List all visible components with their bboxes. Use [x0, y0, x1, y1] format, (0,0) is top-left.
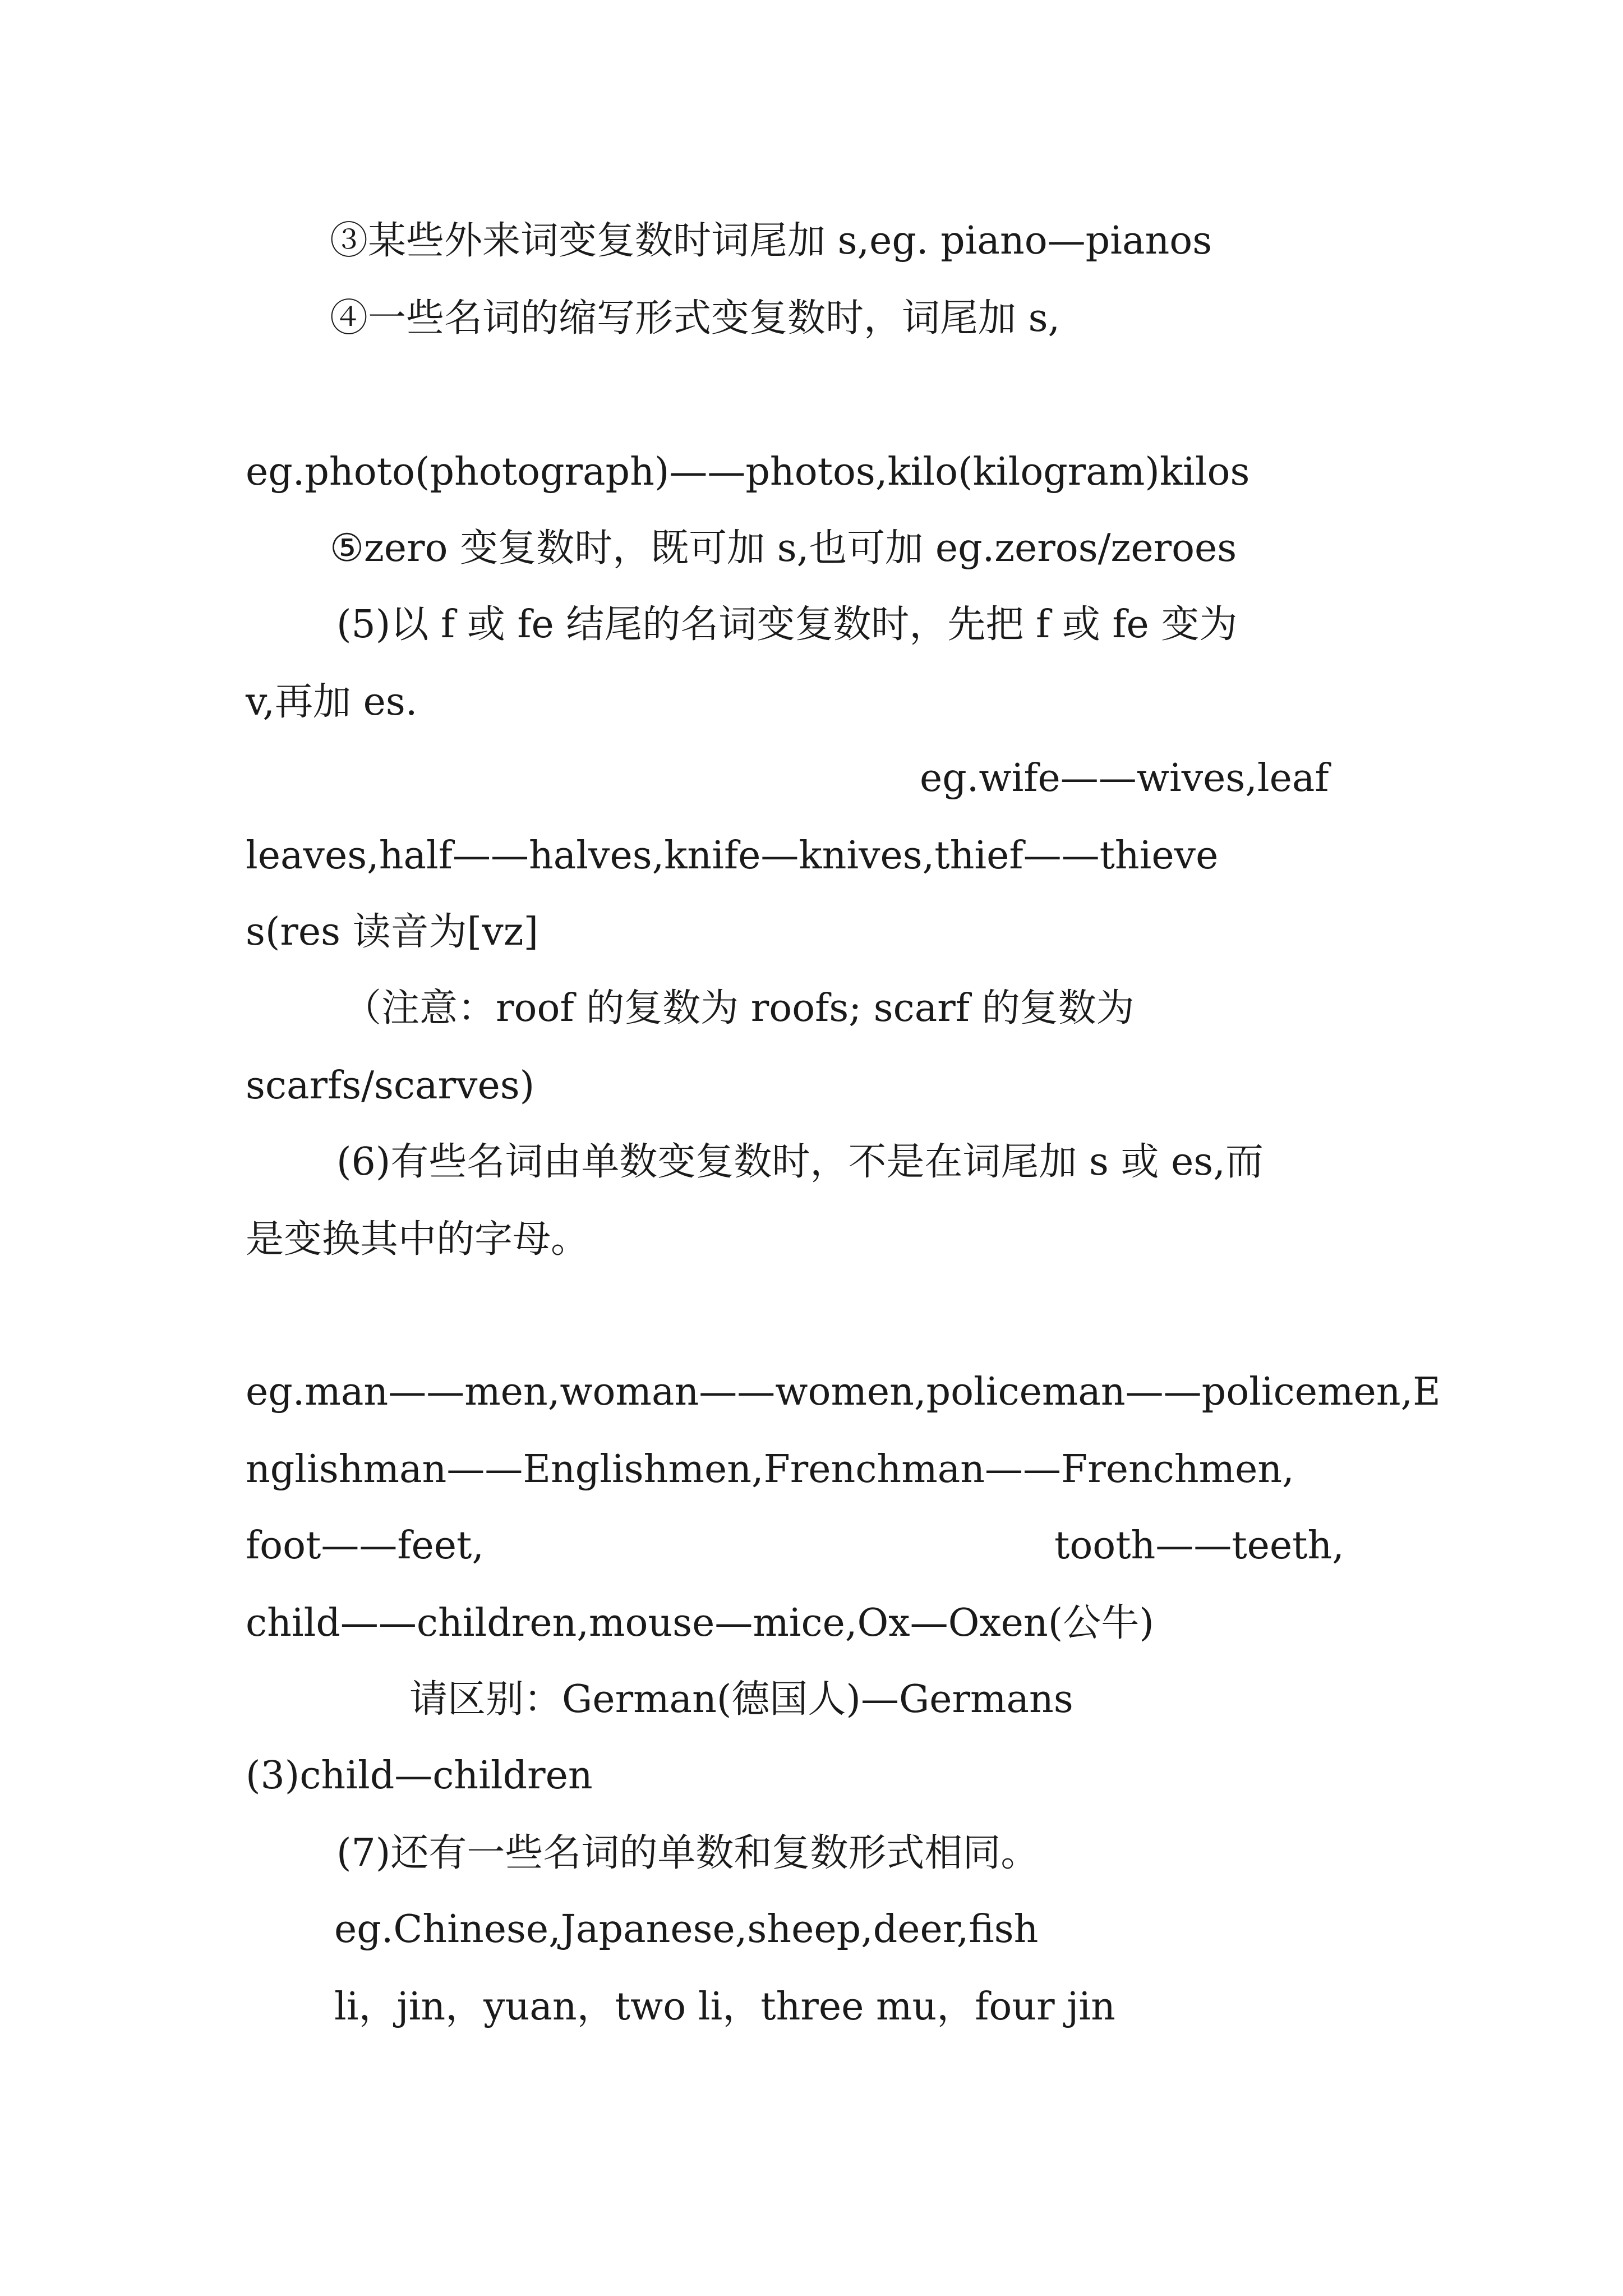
text-line: 是变换其中的字母。	[246, 1217, 589, 1262]
text-line: scarfs/scarves)	[246, 1064, 535, 1108]
text-line: v,再加 es.	[246, 680, 418, 724]
text-line: nglishman——Englishmen,Frenchman——Frenchmen,	[246, 1447, 1294, 1492]
text-line: foot——feet,	[246, 1524, 484, 1568]
text-line: eg.wife——wives,leaf	[920, 756, 1329, 800]
text-line: 请区别：German(德国人)—Germans	[409, 1677, 1073, 1722]
text-line: child——children,mouse—mice,Ox—Oxen(公牛)	[246, 1601, 1154, 1645]
text-line: (6)有些名词由单数变复数时，不是在词尾加 s 或 es,而	[336, 1140, 1264, 1184]
text-line: (7)还有一些名词的单数和复数形式相同。	[336, 1831, 1039, 1875]
text-line: (5)以 f 或 fe 结尾的名词变复数时，先把 f 或 fe 变为	[336, 602, 1238, 647]
text-line: （注意：roof 的复数为 roofs; scarf 的复数为	[343, 986, 1135, 1030]
text-line: ④一些名词的缩写形式变复数时，词尾加 s,	[330, 296, 1061, 341]
text-line: eg.man——men,woman——women,policeman——policemen,E	[246, 1370, 1441, 1414]
text-line: ③某些外来词变复数时词尾加 s,eg. piano—pianos	[330, 219, 1212, 263]
text-line: (3)child—children	[246, 1754, 593, 1798]
text-line: tooth——teeth,	[1054, 1524, 1344, 1568]
text-line: eg.photo(photograph)——photos,kilo(kilogram)kilos	[246, 450, 1250, 494]
text-line: s(res 读音为[vz]	[246, 910, 538, 954]
text-line: ⑤zero 变复数时，既可加 s,也可加 eg.zeros/zeroes	[330, 526, 1237, 570]
text-line: li，jin，yuan，two li，three mu，four jin	[334, 1985, 1115, 2029]
text-line: leaves,half——halves,knife—knives,thief——thieve	[246, 834, 1219, 878]
text-line: eg.Chinese,Japanese,sheep,deer,fish	[334, 1907, 1039, 1952]
